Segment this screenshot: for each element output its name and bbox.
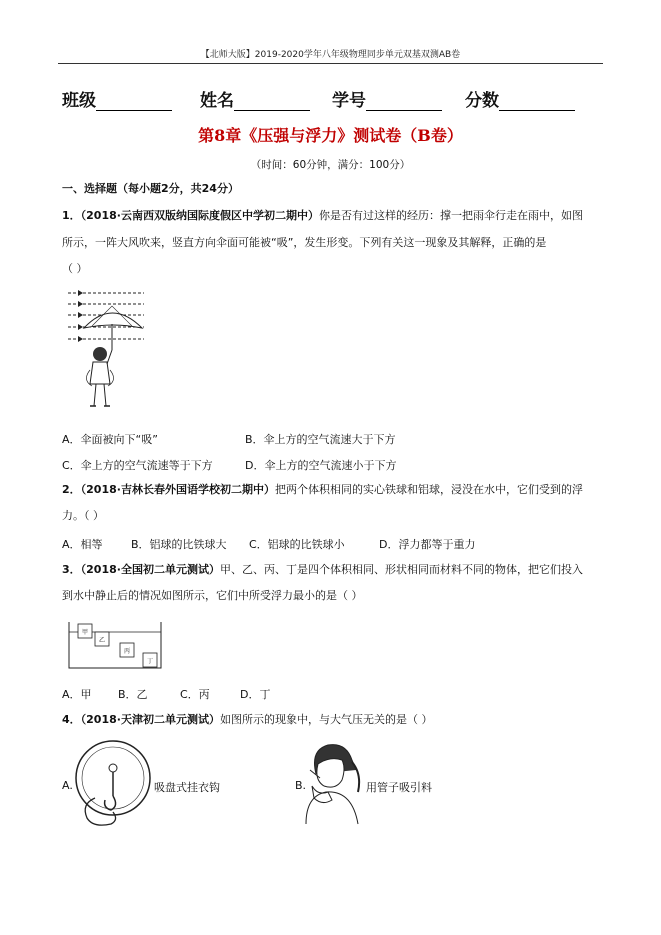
q2-option-d[interactable]: D．浮力都等于重力 [379, 538, 476, 551]
q4-option-a-caption: 吸盘式挂衣钩 [154, 781, 220, 794]
id-blank[interactable] [366, 92, 442, 111]
block-label-yi: 乙 [98, 637, 106, 644]
score-label: 分数 [465, 91, 499, 111]
id-field [332, 86, 442, 111]
q3-text-2: 到水中静止后的情况如图所示，它们中所受浮力最小的是（ ） [62, 589, 363, 602]
q3-number: 3． [62, 563, 81, 576]
id-label: 学号 [332, 91, 366, 111]
q3-text-1: 甲、乙、丙、丁是四个体积相同、形状相同而材料不同的物体，把它们投入 [219, 563, 583, 576]
q1-option-a[interactable]: A．伞面被向下“吸” [62, 433, 158, 446]
class-blank[interactable] [96, 92, 172, 111]
class-label: 班级 [62, 91, 96, 111]
umbrella-figure [62, 288, 152, 418]
block-label-jia: 甲 [81, 629, 89, 636]
block-label-bing: 丙 [123, 648, 131, 655]
q3-option-a[interactable]: A．甲 [62, 688, 92, 701]
name-blank[interactable] [234, 92, 310, 111]
q3-option-d[interactable]: D．丁 [240, 688, 271, 701]
q2-text-1: 把两个体积相同的实心铁球和铝球，浸没在水中，它们受到的浮 [274, 483, 583, 496]
water-tank-figure [68, 620, 164, 670]
class-field [62, 86, 172, 111]
q4-option-b-letter[interactable]: B. [295, 779, 307, 792]
page-header: 【北师大版】2019-2020学年八年级物理同步单元双基双测AB卷 [200, 50, 461, 60]
q2-text-2: 力。（ ） [62, 509, 104, 522]
q4-source: （2018·天津初二单元测试） [80, 713, 220, 726]
page-title: 第8章《压强与浮力》测试卷（B卷） [198, 126, 463, 145]
q1-option-b[interactable]: B．伞上方的空气流速大于下方 [245, 433, 396, 446]
straw-drinking-figure [302, 740, 364, 826]
q2-option-a[interactable]: A．相等 [62, 538, 103, 551]
q1-text-1: 你是否有过这样的经历：撑一把雨伞行走在雨中，如图 [318, 209, 583, 222]
q2-number: 2． [62, 483, 81, 496]
q4-line-1 [62, 713, 432, 727]
q2-option-b[interactable]: B．铝球的比铁球大 [131, 538, 227, 551]
q3-option-b[interactable]: B．乙 [118, 688, 148, 701]
q2-line-1 [62, 483, 583, 497]
q2-source: （2018·吉林长春外国语学校初二期中） [80, 483, 275, 496]
q4-option-a-letter[interactable]: A. [62, 779, 73, 792]
q3-source: （2018·全国初二单元测试） [80, 563, 220, 576]
score-blank[interactable] [499, 92, 575, 111]
q1-number: 1． [62, 209, 81, 222]
block-label-ding: 丁 [146, 658, 154, 665]
score-field [465, 86, 575, 111]
q4-text-1: 如图所示的现象中，与大气压无关的是（ ） [219, 713, 433, 726]
q2-option-c[interactable]: C．铝球的比铁球小 [249, 538, 345, 551]
q4-option-b-caption: 用管子吸引料 [366, 781, 432, 794]
q1-line-1 [62, 209, 583, 223]
q4-number: 4． [62, 713, 81, 726]
q1-option-c[interactable]: C．伞上方的空气流速等于下方 [62, 459, 213, 472]
q1-paren: （ ） [62, 262, 88, 275]
name-field [200, 86, 310, 111]
suction-hook-figure [73, 738, 153, 830]
name-label: 姓名 [200, 91, 234, 111]
time-score-note: （时间：60分钟，满分：100分） [250, 159, 411, 171]
q1-source: （2018·云南西双版纳国际度假区中学初二期中） [80, 209, 319, 222]
q1-text-2: 所示，一阵大风吹来，竖直方向伞面可能被“吸”，发生形变。下列有关这一现象及其解释，正确的是 [62, 236, 547, 249]
section-heading: 一、选择题（每小题2分，共24分） [62, 182, 239, 195]
header-divider [58, 63, 603, 64]
q3-line-1 [62, 563, 583, 577]
q3-option-c[interactable]: C．丙 [180, 688, 210, 701]
q1-option-d[interactable]: D．伞上方的空气流速小于下方 [245, 459, 397, 472]
